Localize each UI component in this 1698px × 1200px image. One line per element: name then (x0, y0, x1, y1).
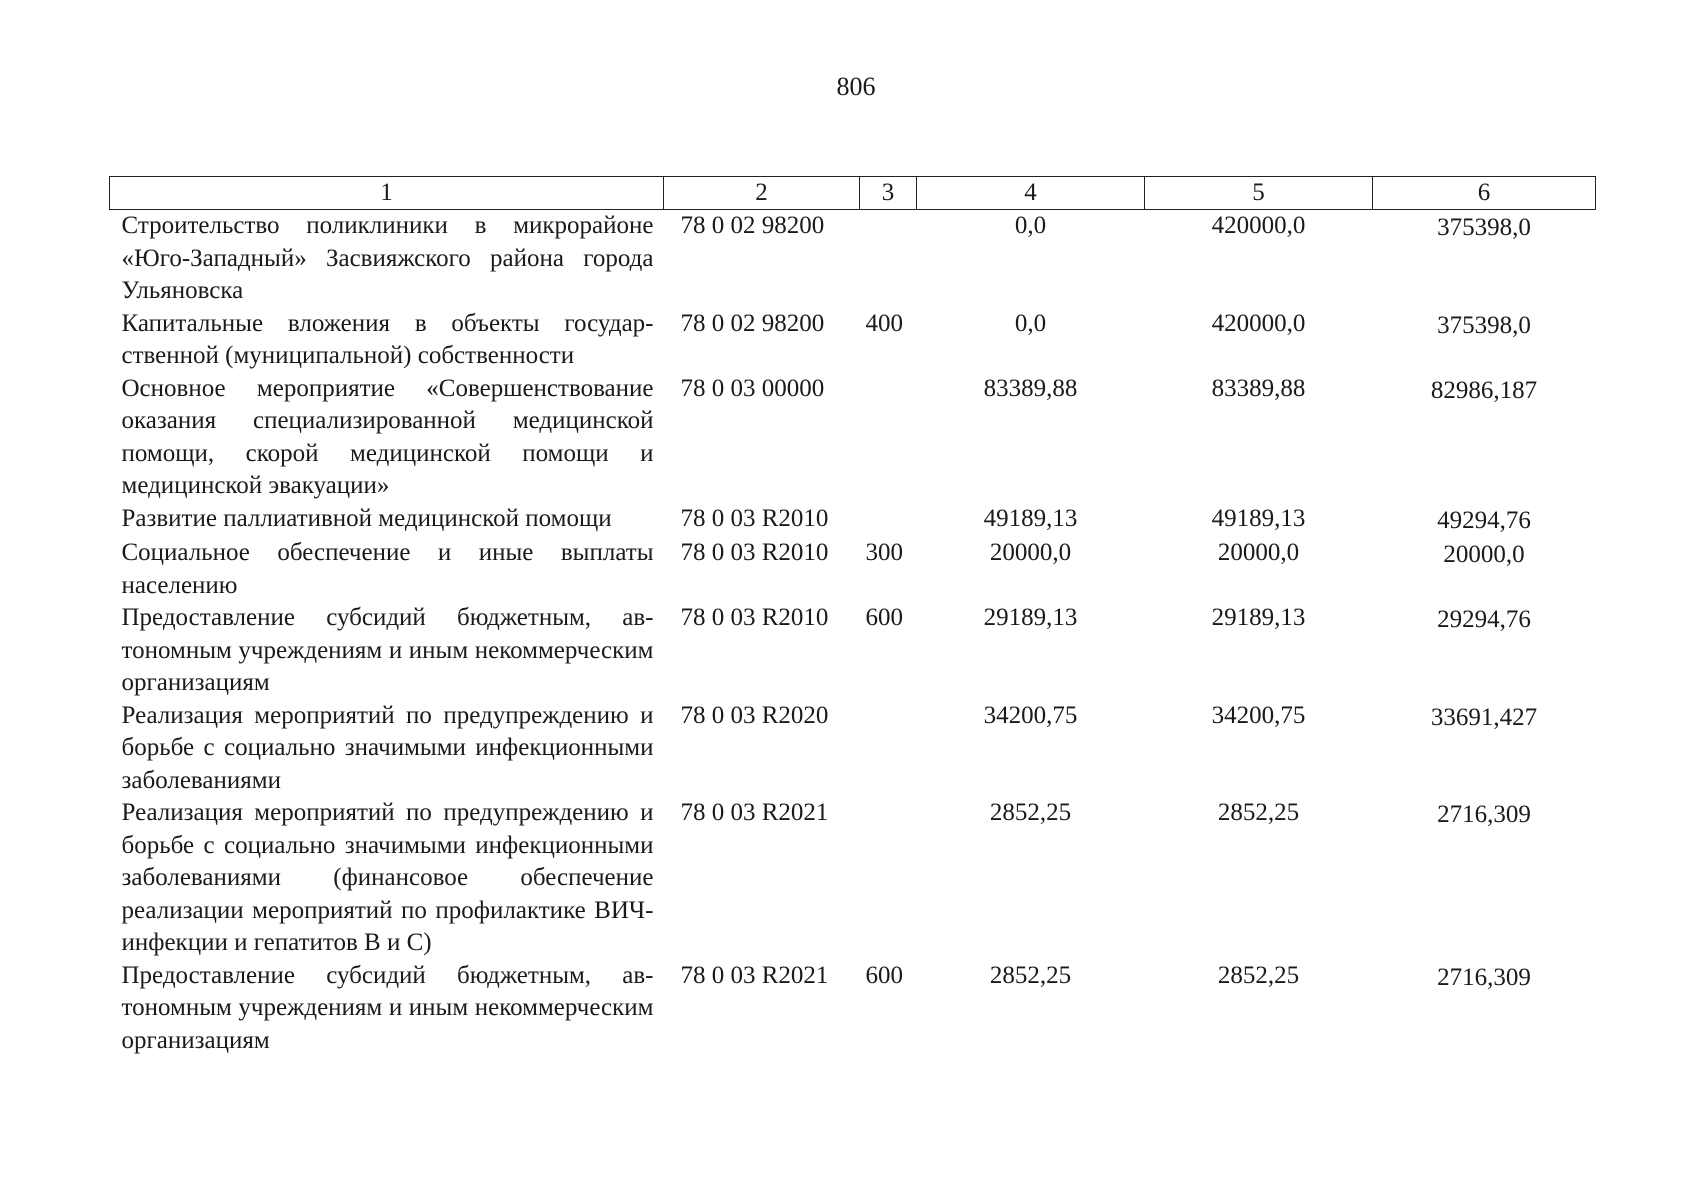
header-row (110, 177, 1596, 210)
row-value-4: 83389,88 (983, 374, 1078, 402)
table-body (110, 210, 1596, 1058)
row-value-6: 82986,187 (1430, 376, 1538, 404)
row-value-5: 420000,0 (1211, 212, 1306, 239)
budget-table (109, 176, 1596, 1057)
row-code: 78 0 03 R2010 (680, 504, 829, 532)
table-row (110, 503, 1596, 538)
row-name: Строительство поликлиники в микрорайоне «Юго-Западный» Засвияжского района города Ульяновска (121, 212, 654, 304)
header-col-3: 3 (860, 177, 917, 210)
row-code: 78 0 03 R2010 (680, 539, 829, 566)
row-value-6: 2716,309 (1437, 963, 1531, 991)
row-kind (860, 700, 917, 798)
header-col-5: 5 (1145, 177, 1373, 210)
row-value-6: 49294,76 (1437, 506, 1531, 534)
row-value-4: 29189,13 (983, 604, 1078, 631)
row-code: 78 0 02 98200 (680, 212, 825, 239)
row-value-5: 34200,75 (1211, 701, 1306, 729)
row-value-5: 29189,13 (1211, 604, 1306, 631)
row-value-5: 83389,88 (1211, 374, 1306, 402)
row-kind: 300 (865, 539, 903, 566)
row-name: Предоставление субсидий бюджетным, автономным учреждениям и иным некоммерческим организациям (121, 961, 654, 1054)
row-name: Основное мероприятие «Совершенствование оказания специализированной медицинской помощи, скорой медицинской помощи и медицинской эвакуации» (121, 374, 654, 499)
table-row (110, 602, 1596, 700)
row-value-6: 375398,0 (1437, 311, 1531, 339)
table-row (110, 308, 1596, 373)
row-value-5: 49189,13 (1211, 504, 1306, 532)
row-name: Капитальные вложения в объекты государственной (муниципальной) собственности (121, 309, 654, 369)
header-col-4: 4 (917, 177, 1145, 210)
row-value-4: 0,0 (1014, 309, 1047, 337)
row-value-4: 0,0 (1014, 212, 1047, 239)
row-code: 78 0 03 R2020 (680, 701, 829, 729)
table-row (110, 960, 1596, 1058)
row-value-5: 20000,0 (1217, 539, 1300, 566)
header-col-2: 2 (664, 177, 860, 210)
row-value-6: 2716,309 (1437, 801, 1531, 828)
table-row (110, 700, 1596, 798)
row-value-4: 49189,13 (983, 504, 1078, 532)
row-code: 78 0 02 98200 (680, 309, 825, 337)
table-row (110, 373, 1596, 503)
header-col-6: 6 (1373, 177, 1596, 210)
row-kind (860, 503, 917, 538)
table-row (110, 797, 1596, 960)
row-value-5: 2852,25 (1217, 961, 1300, 989)
row-name: Развитие паллиативной медицинской помощи (121, 504, 612, 532)
row-code: 78 0 03 R2021 (680, 799, 829, 826)
row-code: 78 0 03 R2021 (680, 961, 829, 989)
row-value-4: 2852,25 (989, 799, 1072, 826)
row-code: 78 0 03 R2010 (680, 604, 829, 631)
row-value-6: 20000,0 (1443, 541, 1525, 568)
row-value-4: 34200,75 (983, 701, 1078, 729)
row-value-4: 2852,25 (989, 961, 1072, 989)
row-kind: 600 (865, 604, 903, 631)
row-code: 78 0 03 00000 (680, 374, 825, 402)
row-name: Реализация мероприятий по предупреждению и борьбе с социально значимыми инфекционными заболеваниями (121, 701, 654, 794)
row-kind (860, 373, 917, 503)
row-kind (860, 210, 917, 308)
row-name: Социальное обеспечение и иные выплаты населению (121, 539, 654, 599)
row-value-4: 20000,0 (989, 539, 1072, 566)
page-number: 806 (836, 72, 876, 101)
table-row (110, 210, 1596, 308)
row-kind (860, 797, 917, 960)
row-value-6: 375398,0 (1437, 214, 1531, 241)
row-name: Реализация мероприятий по предупреждению и борьбе с социально значимыми инфекционными заболеваниями (финансовое обеспечение реализации мероприятий по профилактике ВИЧ-инфекции и гепатитов В и С) (121, 799, 654, 956)
row-value-6: 33691,427 (1430, 703, 1538, 731)
row-value-6: 29294,76 (1437, 606, 1531, 633)
row-value-5: 420000,0 (1211, 309, 1306, 337)
row-kind: 400 (865, 309, 903, 337)
table-row (110, 537, 1596, 602)
row-name: Предоставление субсидий бюджетным, автономным учреждениям и иным некоммерческим организациям (121, 604, 654, 696)
row-value-5: 2852,25 (1217, 799, 1300, 826)
header-col-1: 1 (110, 177, 664, 210)
table-header (110, 177, 1596, 210)
row-kind: 600 (865, 961, 903, 989)
